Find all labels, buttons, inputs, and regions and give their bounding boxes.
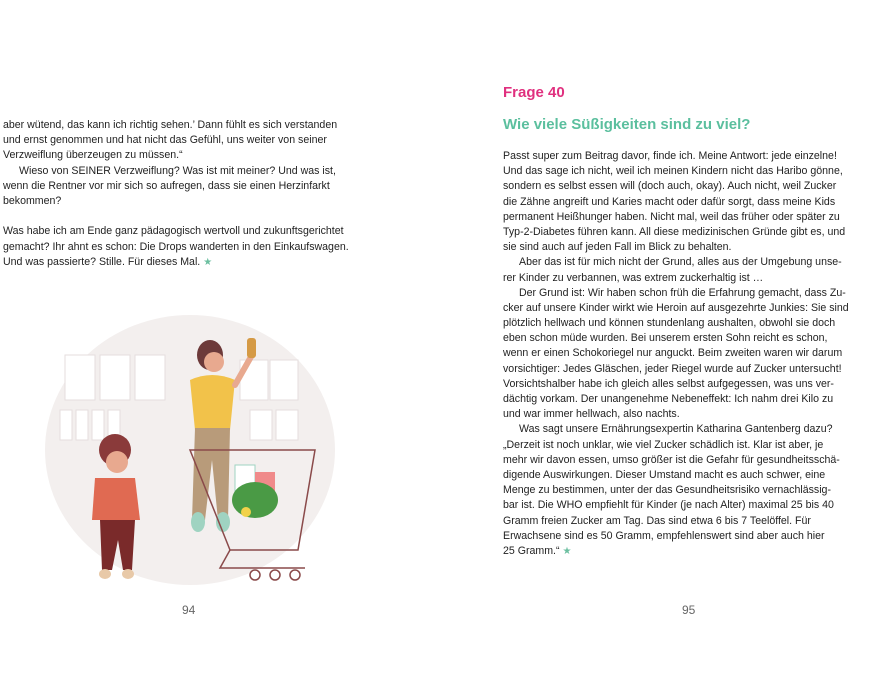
text-line xyxy=(503,346,875,361)
text-line-content: mehr wir davon essen, umso größer ist die Gefahr für gesundheitsschä- xyxy=(503,453,840,466)
text-line-content: Erwachsene sind es 50 Gramm, empfehlenswert sind aber auch hier xyxy=(503,529,825,542)
text-line-content: und war immer hellwach, also nachts. xyxy=(503,408,680,421)
right-page xyxy=(438,0,876,700)
text-line xyxy=(503,407,875,422)
text-line xyxy=(503,377,875,392)
text-line xyxy=(503,498,875,513)
text-line xyxy=(503,468,875,483)
text-line-content: Menge zu bestimmen, unter der das Gesundheitsrisiko vernachlässig- xyxy=(503,484,831,497)
cart-wheels xyxy=(250,570,300,580)
text-line-content: dächtig vorkam. Der unangenehme Nebeneffekt: Ich nahm drei Kilo zu xyxy=(503,393,834,405)
text-line xyxy=(503,255,875,270)
text-line xyxy=(503,362,875,377)
text-line xyxy=(503,331,875,346)
text-line-content: vorsichtiger: Jedes Gläschen, jeder Riegel wurde auf Zucker untersucht! xyxy=(503,362,842,375)
text-line-content: Aber das ist für mich nicht der Grund, alles aus der Umgebung unse- xyxy=(519,256,842,269)
text-line-content: und ernst genommen und hat nicht das Gefühl, uns weiter von seiner xyxy=(3,134,327,147)
text-line-content: Und das sage ich nicht, weil ich meinen Kindern nicht das Haribo gönne, xyxy=(503,165,843,178)
text-line-content: rer Kinder zu verbannen, was extrem zuckerhaltig ist … xyxy=(503,271,764,284)
left-body-text xyxy=(3,118,403,270)
text-line xyxy=(3,118,403,133)
text-line-content: Der Grund ist: Wir haben schon früh die Erfahrung gemacht, dass Zu- xyxy=(519,286,846,299)
question-label: Frage 40 xyxy=(503,84,565,101)
text-line-content: sondern es selbst essen will (doch auch, okay). Auch nicht, weil Zucker xyxy=(503,180,837,193)
text-line xyxy=(3,133,403,148)
text-line xyxy=(503,544,875,559)
text-line xyxy=(3,179,403,194)
text-line xyxy=(503,240,875,255)
groceries xyxy=(232,465,278,518)
text-line-content: aber wütend, das kann ich richtig sehen.’ Dann fühlt es sich verstanden xyxy=(3,119,338,131)
text-line xyxy=(503,225,875,240)
text-line xyxy=(503,164,875,179)
text-line-content: sie sind auch auf jeden Fall im Blick zu behalten. xyxy=(503,241,732,254)
text-line-content: plötzlich hellwach und können stundenlang aushalten, obwohl sie doch xyxy=(503,317,836,330)
paragraph-gap xyxy=(3,209,403,224)
text-line xyxy=(503,195,875,210)
text-line-content: gemacht? Ihr ahnt es schon: Die Drops wanderten in den Einkaufswagen. xyxy=(3,240,349,253)
text-line-content: Passt super zum Beitrag davor, finde ich. Meine Antwort: jede einzelne! xyxy=(503,150,837,162)
text-line xyxy=(503,301,875,316)
question-title: Wie viele Süßigkeiten sind zu viel? xyxy=(503,116,751,133)
text-line xyxy=(3,240,403,255)
text-line-content: Was sagt unsere Ernährungsexpertin Katharina Gantenberg dazu? xyxy=(519,423,833,436)
text-line xyxy=(3,255,403,270)
text-line-content: Verzweiflung überzeugen zu müssen.“ xyxy=(3,149,183,162)
text-line-content: wenn die Rentner vor mir sich so aufregen, dass sie einen Herzinfarkt xyxy=(3,179,330,192)
text-line xyxy=(503,271,875,286)
text-line-content: bekommen? xyxy=(3,194,62,207)
text-line-content: Und was passierte? Stille. Für dieses Mal. xyxy=(3,255,201,268)
text-line xyxy=(503,149,875,164)
right-body-text xyxy=(503,149,875,559)
text-line xyxy=(503,453,875,468)
text-line-content: Was habe ich am Ende ganz pädagogisch wertvoll und zukunftsgerichtet xyxy=(3,225,344,238)
text-line-content: permanent Heißhunger haben. Nicht mal, weil das früher oder später zu xyxy=(503,210,840,223)
text-line-content: eben schon müde wurden. Bei unserem ersten Sohn reicht es schon, xyxy=(503,332,828,345)
text-line xyxy=(503,210,875,225)
text-line xyxy=(503,529,875,544)
text-line-content: bar ist. Die WHO empfiehlt für Kinder (je nach Alter) maximal 25 bis 40 xyxy=(503,499,834,512)
end-star-icon: ★ xyxy=(203,256,213,268)
text-line-content: Wieso von SEINER Verzweiflung? Was ist mit meiner? Und was ist, xyxy=(19,164,336,177)
text-line xyxy=(3,164,403,179)
text-line xyxy=(3,224,403,239)
page-number-left: 94 xyxy=(182,603,196,617)
shopping-illustration xyxy=(40,300,340,600)
page-number-right: 95 xyxy=(682,603,696,617)
text-line-content: die Zähne angreift und Karies macht oder dafür sorgt, dass meine Kids xyxy=(503,195,836,208)
text-line-content: 25 Gramm.“ xyxy=(503,544,560,557)
text-line xyxy=(3,148,403,163)
text-line-content: „Derzeit ist noch unklar, wie viel Zucker schädlich ist. Klar ist aber, je xyxy=(503,438,824,451)
text-line xyxy=(3,194,403,209)
text-line xyxy=(503,179,875,194)
text-line-content: digende Auswirkungen. Dieser Umstand macht es auch schwer, eine xyxy=(503,468,826,481)
text-line xyxy=(503,286,875,301)
text-line-content: wenn er einen Schokoriegel nur anguckt. Beim zweiten waren wir darum xyxy=(503,347,843,360)
text-line xyxy=(503,514,875,529)
text-line-content: Vorsichtshalber habe ich gleich alles selbst aufgegessen, was uns ver- xyxy=(503,377,834,390)
text-line-content: cker auf unsere Kinder wirkt wie Heroin auf ausgezehrte Junkies: Sie sind xyxy=(503,301,849,314)
text-line xyxy=(503,483,875,498)
text-line xyxy=(503,392,875,407)
text-line xyxy=(503,316,875,331)
text-line xyxy=(503,422,875,437)
end-star-icon: ★ xyxy=(562,545,572,557)
text-line xyxy=(503,438,875,453)
text-line-content: Typ-2-Diabetes führen kann. All diese medizinischen Gründe gibt es, und xyxy=(503,225,846,238)
text-line-content: Gramm freien Zucker am Tag. Das sind etwa 6 bis 7 Teelöffel. Für xyxy=(503,514,811,527)
